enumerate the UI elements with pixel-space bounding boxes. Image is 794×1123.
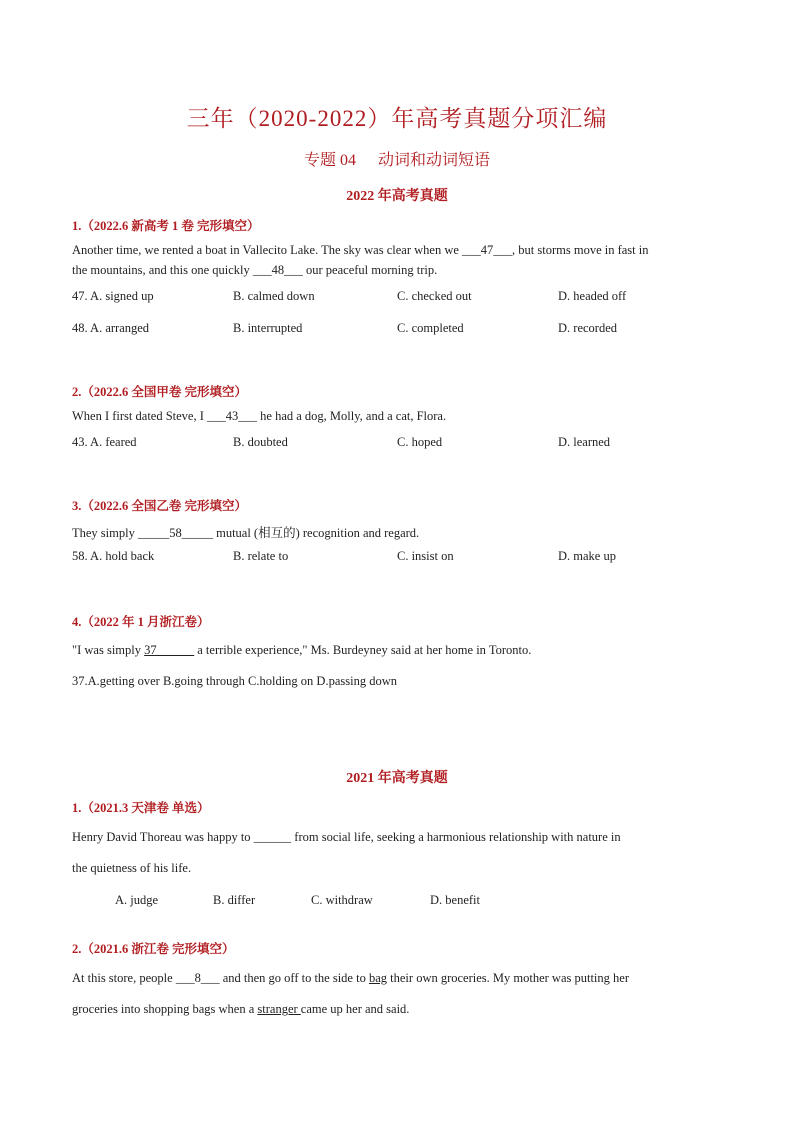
subtitle-prefix: 专题 04 (303, 152, 356, 169)
section-heading-2021: 2021 年高考真题 (346, 771, 448, 786)
option-a: 48. A. arranged (72, 321, 150, 335)
option-c: C. completed (397, 321, 464, 335)
answer-blank: ___48___ (252, 263, 303, 277)
text-segment: their own groceries. My mother was putting her (387, 971, 629, 985)
question-text-line (72, 409, 446, 424)
question-text-line (72, 263, 437, 278)
question-label: 2.（2021.6 浙江卷 完形填空） (72, 942, 235, 956)
text-segment: a terrible experience," Ms. Burdeyney said at her home in Toronto. (194, 643, 532, 657)
subtitle-topic: 动词和动词短语 (378, 152, 491, 169)
text-segment: When I first dated Steve, I (72, 409, 208, 423)
question-label: 1.（2021.3 天津卷 单选） (72, 801, 210, 815)
option-c: C. insist on (397, 549, 454, 563)
underlined-word: stranger (257, 1002, 301, 1016)
text-segment: our peaceful morning trip. (302, 263, 438, 277)
text-segment: At this store, people (72, 971, 176, 985)
option-c: C. checked out (397, 289, 472, 303)
text-segment: he had a dog, Molly, and a cat, Flora. (257, 409, 447, 423)
option-a: 58. A. hold back (72, 549, 155, 563)
answer-blank: ___47___ (462, 243, 513, 257)
text-segment: came up her and said. (300, 1002, 410, 1016)
text-segment: the mountains, and this one quickly (72, 263, 253, 277)
option-b: B. interrupted (233, 321, 303, 335)
option-d: D. benefit (430, 893, 480, 907)
text-segment: Henry David Thoreau was happy to (72, 830, 254, 844)
question-text-line (72, 523, 419, 541)
option-a: 43. A. feared (72, 435, 137, 449)
question-label: 3.（2022.6 全国乙卷 完形填空） (72, 499, 248, 513)
option-d: D. make up (558, 549, 616, 563)
section-heading-2022: 2022 年高考真题 (346, 189, 448, 204)
answer-blank: 37______ (144, 643, 195, 657)
text-segment: Another time, we rented a boat in Vallecito Lake. The sky was clear when we (72, 243, 463, 257)
option-d: D. headed off (558, 289, 627, 303)
text-segment: groceries into shopping bags when a (72, 1002, 258, 1016)
option-d: D. learned (558, 435, 611, 449)
text-segment: mutual (相互的) recognition and regard. (212, 526, 420, 540)
underlined-word: bag (368, 971, 388, 985)
question-label: 4.（2022 年 1 月浙江卷） (72, 615, 210, 629)
option-d: D. recorded (558, 321, 617, 335)
question-text-line (72, 643, 531, 658)
answer-blank: _____58_____ (137, 526, 213, 540)
question-text-line (72, 243, 648, 258)
text-segment: , but storms move in fast in (512, 243, 649, 257)
answer-blank: ___43___ (207, 409, 258, 423)
answer-blank: ______ (253, 830, 292, 844)
answer-blank: ___8___ (175, 971, 220, 985)
text-segment: and then go off to the side to (219, 971, 369, 985)
option-c: C. withdraw (311, 893, 373, 907)
question-label: 1.（2022.6 新高考 1 卷 完形填空） (72, 219, 260, 233)
page-subtitle (0, 147, 794, 170)
question-text-line: the quietness of his life. (72, 861, 192, 875)
option-b: B. differ (213, 893, 256, 907)
text-segment: "I was simply (72, 643, 145, 657)
option-b: B. calmed down (233, 289, 315, 303)
page-title: 三年（2020-2022）年高考真题分项汇编 (186, 106, 608, 131)
option-b: B. relate to (233, 549, 289, 563)
question-text-line (72, 1002, 409, 1017)
option-b: B. doubted (233, 435, 288, 449)
option-a: A. judge (115, 893, 159, 907)
option-a: 47. A. signed up (72, 289, 154, 303)
question-label: 2.（2022.6 全国甲卷 完形填空） (72, 385, 248, 399)
question-text-line (72, 971, 629, 986)
text-segment: They simply (72, 526, 138, 540)
text-segment: from social life, seeking a harmonious relationship with nature in (291, 830, 621, 844)
option-c: C. hoped (397, 435, 443, 449)
options-line: 37.A.getting over B.going through C.holding on D.passing down (72, 674, 397, 688)
question-text-line (72, 830, 621, 845)
